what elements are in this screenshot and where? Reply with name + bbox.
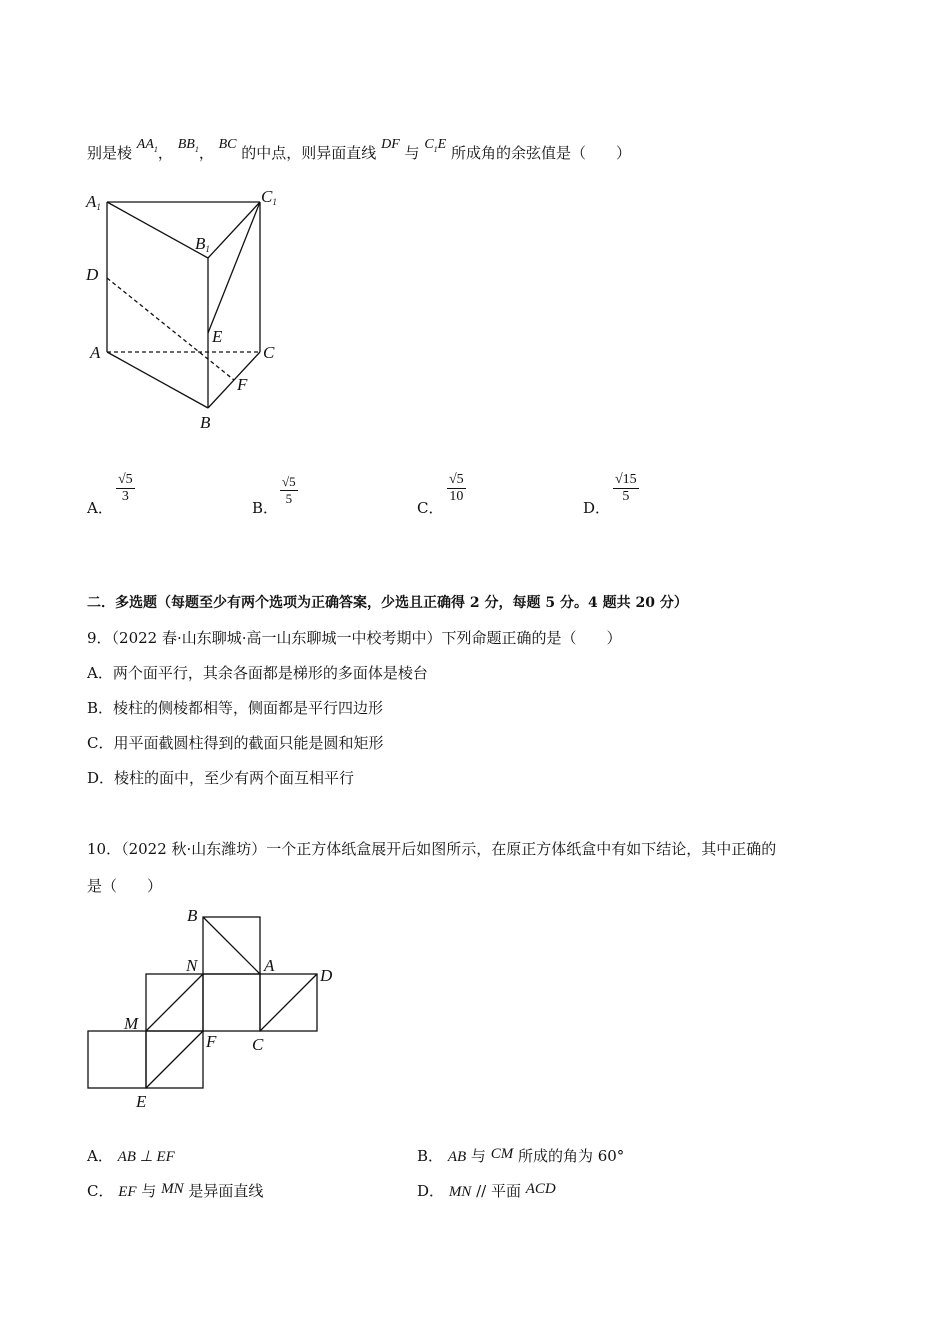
section2-heading: 二．多选题（每题至少有两个选项为正确答案，少选且正确得 2 分，每题 5 分。4 题共 20 分）: [87, 595, 688, 611]
label-a: A: [90, 343, 101, 362]
q10-option-a[interactable]: A． AB ⊥ EF: [87, 1147, 175, 1165]
q8-tail: 所成角的余弦值是（ ）: [451, 144, 632, 162]
q10-option-c[interactable]: C． EF 与 MN 是异面直线: [87, 1181, 264, 1200]
label-c: C: [263, 343, 275, 362]
label-b: B: [200, 413, 211, 432]
edge-ab: [107, 352, 208, 408]
q8-option-a-letter[interactable]: A．: [87, 499, 113, 517]
q10-option-a-expr: AB ⊥ EF: [117, 1149, 175, 1165]
q8-option-c-frac: $\frac{√5}{10}$: [449, 472, 464, 504]
label-b1: B1: [195, 234, 210, 254]
label-e: E: [212, 327, 223, 346]
q8-option-a-frac: $\frac{√5}{3}$: [118, 472, 133, 504]
q10-stem-line1: 10．（2022 秋·山东潍坊）一个正方体纸盒展开后如图所示，在原正方体纸盒中有如下结论，其中正确的: [87, 840, 777, 858]
net-square-m2: [203, 974, 260, 1031]
diag-cd: [260, 974, 317, 1031]
label-a1: A1: [86, 192, 101, 212]
diag-ba: [203, 917, 260, 974]
q8-prism-figure: [80, 180, 300, 440]
net-label-e: E: [136, 1092, 147, 1111]
q8-mid-text: 的中点，则异面直线: [241, 144, 377, 162]
q8-with: 与: [404, 144, 420, 162]
net-label-a: A: [264, 956, 275, 975]
segment-c1e: [208, 202, 260, 333]
q8-option-c-letter[interactable]: C．: [417, 499, 444, 517]
q8-line2: $C_1E$: [424, 137, 447, 154]
q10-option-b[interactable]: B． AB 与 CM 所成的角为 60°: [417, 1146, 625, 1165]
q8-seg2: $BB_1$: [177, 137, 199, 154]
q8-option-b-frac: $\frac{√5}{5}$: [282, 474, 296, 506]
q10-cube-net-figure: [80, 905, 350, 1115]
net-label-f: F: [206, 1032, 217, 1051]
net-label-n: N: [186, 956, 198, 975]
label-d: D: [86, 265, 99, 284]
q9-option-c[interactable]: C．用平面截圆柱得到的截面只能是圆和矩形: [87, 734, 384, 752]
q8-seg1: $AA_1$: [136, 137, 158, 154]
q8-seg3: BC: [218, 137, 237, 152]
q9-option-b[interactable]: B．棱柱的侧棱都相等，侧面都是平行四边形: [87, 699, 384, 717]
edge-b1c1: [208, 202, 260, 258]
q9-stem: 9．（2022 春·山东聊城·高一山东聊城一中校考期中）下列命题正确的是（ ）: [87, 629, 622, 647]
net-label-d: D: [320, 966, 333, 985]
q10-option-d[interactable]: D． MN // 平面 ACD: [417, 1181, 556, 1200]
q8-intro-line: 别是棱 $AA_1$， $BB_1$， BC 的中点，则异面直线 DF 与 $C_1E$ 所成角的余弦值是（ ）: [87, 137, 632, 162]
q8-option-b-letter[interactable]: B．: [252, 499, 279, 517]
label-c1: C1: [261, 187, 277, 207]
q9-option-d[interactable]: D．棱柱的面中，至少有两个面互相平行: [87, 769, 355, 787]
edge-a1b1: [107, 202, 208, 258]
net-square-b1: [88, 1031, 146, 1088]
net-label-c: C: [252, 1035, 264, 1054]
q10-stem-line2: 是（ ）: [87, 877, 163, 895]
net-label-b: B: [187, 906, 198, 925]
q9-option-a[interactable]: A．两个面平行，其余各面都是梯形的多面体是棱台: [87, 664, 428, 682]
q8-option-d-frac: $\frac{√15}{5}$: [615, 472, 637, 504]
q8-line1: DF: [381, 137, 400, 152]
diag-mn: [146, 974, 203, 1031]
diag-ef: [146, 1031, 203, 1088]
net-label-m: M: [124, 1014, 139, 1033]
q8-intro-prefix: 别是棱: [87, 144, 133, 162]
label-f: F: [237, 375, 248, 394]
q8-option-d-letter[interactable]: D．: [583, 499, 611, 517]
